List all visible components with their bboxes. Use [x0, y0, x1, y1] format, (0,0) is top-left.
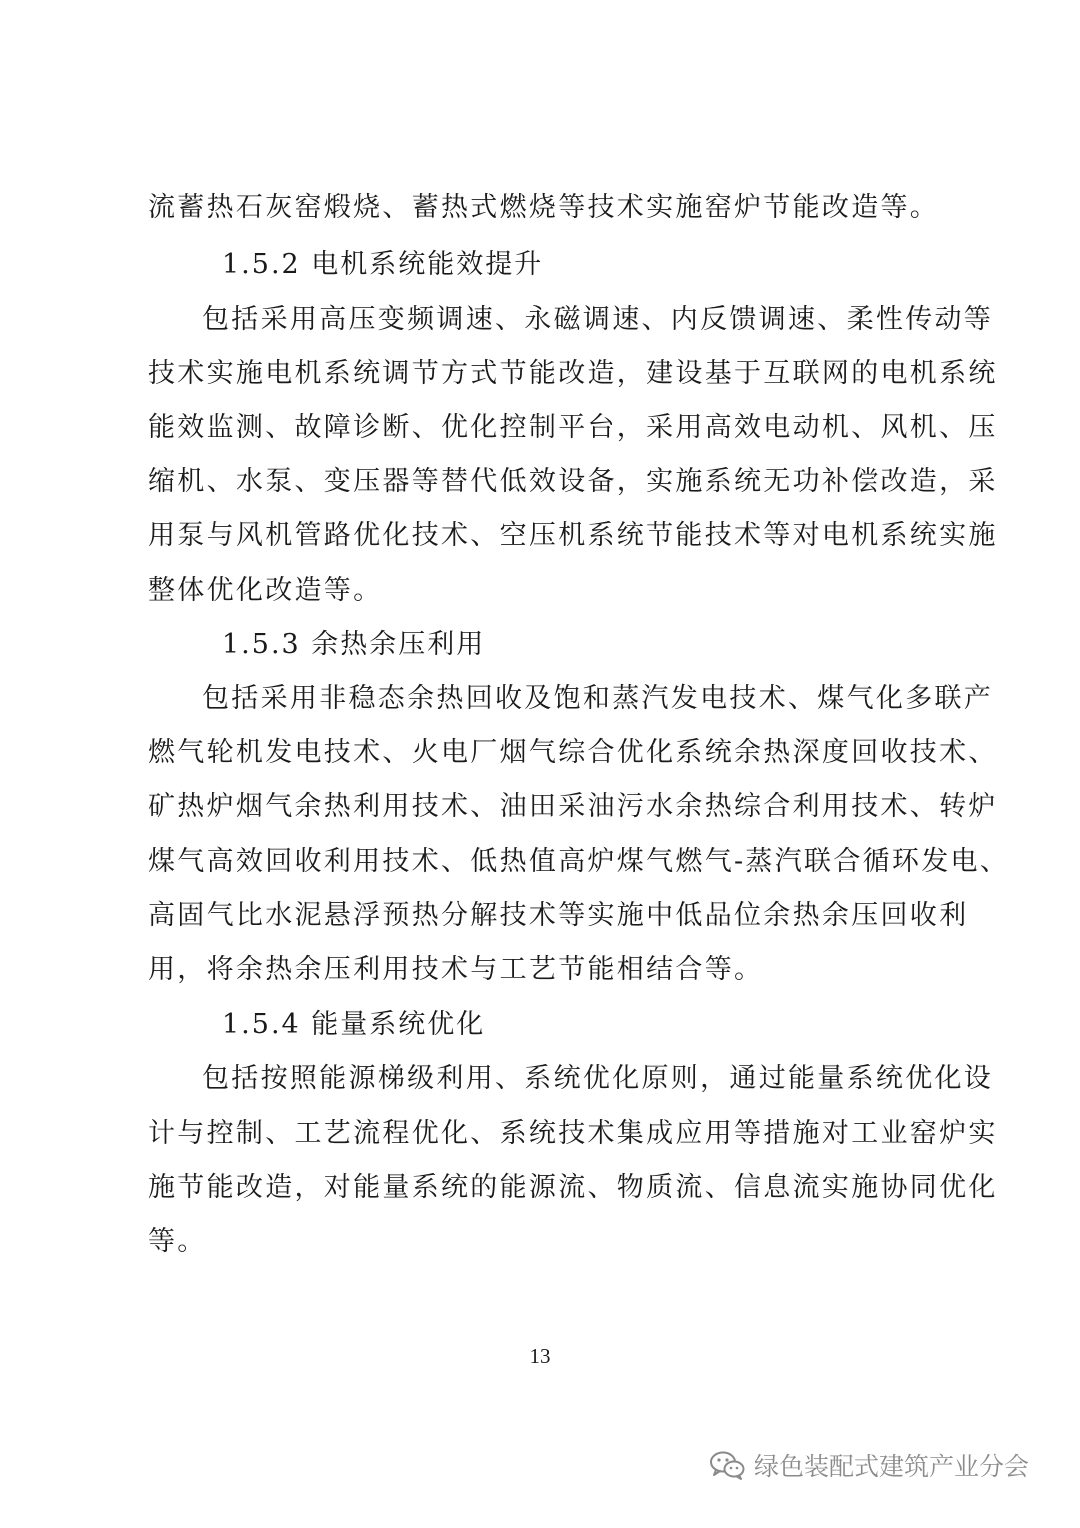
paragraph-line: 施节能改造，对能量系统的能源流、物质流、信息流实施协同优化 — [148, 1172, 998, 1203]
paragraph-line: 包括采用非稳态余热回收及饱和蒸汽发电技术、煤气化多联产 — [202, 683, 994, 714]
paragraph-line: 燃气轮机发电技术、火电厂烟气综合优化系统余热深度回收技术、 — [148, 737, 998, 768]
section-heading-1-5-4: 1.5.4 能量系统优化 — [222, 1009, 486, 1040]
page-number: 13 — [529, 1344, 551, 1368]
paragraph-line: 煤气高效回收利用技术、低热值高炉煤气燃气-蒸汽联合循环发电、 — [148, 846, 1010, 877]
paragraph-line: 包括采用高压变频调速、永磁调速、内反馈调速、柔性传动等 — [202, 304, 994, 335]
paragraph-line: 高固气比水泥悬浮预热分解技术等实施中低品位余热余压回收利 — [148, 900, 969, 931]
paragraph-line: 用泵与风机管路优化技术、空压机系统节能技术等对电机系统实施 — [148, 520, 998, 551]
watermark-text: 绿色装配式建筑产业分会 — [754, 1452, 1030, 1481]
section-heading-1-5-2: 1.5.2 电机系统能效提升 — [222, 249, 544, 280]
paragraph-line: 技术实施电机系统调节方式节能改造，建设基于互联网的电机系统 — [148, 358, 998, 389]
paragraph-line: 计与控制、工艺流程优化、系统技术集成应用等措施对工业窑炉实 — [148, 1118, 998, 1149]
paragraph-line: 矿热炉烟气余热利用技术、油田采油污水余热综合利用技术、转炉 — [148, 791, 998, 822]
section-heading-1-5-3: 1.5.3 余热余压利用 — [222, 629, 486, 660]
paragraph-line: 能效监测、故障诊断、优化控制平台，采用高效电动机、风机、压 — [148, 412, 998, 443]
paragraph-line: 等。 — [148, 1226, 207, 1257]
paragraph-line: 整体优化改造等。 — [148, 575, 383, 606]
intro-line: 流蓄热石灰窑煅烧、蓄热式燃烧等技术实施窑炉节能改造等。 — [148, 192, 940, 223]
wechat-icon — [708, 1449, 746, 1481]
paragraph-line: 用，将余热余压利用技术与工艺节能相结合等。 — [148, 954, 764, 985]
paragraph-line: 缩机、水泵、变压器等替代低效设备，实施系统无功补偿改造，采 — [148, 466, 998, 497]
watermark — [708, 1445, 1029, 1485]
paragraph-line: 包括按照能源梯级利用、系统优化原则，通过能量系统优化设 — [202, 1063, 994, 1094]
